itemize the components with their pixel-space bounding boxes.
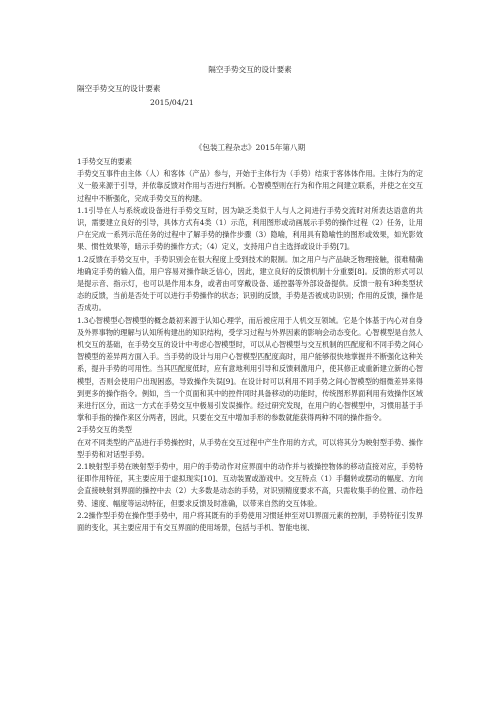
paragraph: 2.2操作型手势在操作型手势中，用户将其既有的手势使用习惯延伸至对UI界面元素的控制，手势特征引发界面的变化，其主要应用于有交互界面的使用场景，包括与手机、智能电视、 [77,510,423,533]
publish-date: 2015/04/21 [150,98,194,107]
section-heading: 2手势交互的类型 [77,425,132,435]
paragraph: 1.1引导在人与系统或设备进行手势交互时，因为缺乏类似于人与人之间进行手势交流时对所表达语意的共识，需要建立良好的引导，具体方式有4类（1）示范，利用图形或动画展示手势的操作过程（2）任务，让用户在完成一系列示范任务的过程中了解手势的操作步骤（3）隐喻，利用具有隐喻性的图形或效果，如光影效果、惯性效果等，暗示手势的操作方式；（4）定义，支持用户自主选择或设计手势[7]。 [77,205,423,252]
section-heading: 1手势交互的要素 [77,157,132,166]
article-title: 隔空手势交互的设计要素 [77,84,161,93]
article-body [77,156,423,534]
paragraph: 2.1映射型手势在映射型手势中，用户的手势动作对应界面中的动作并与被操控物体的移动直接对应，手势特征即作用特征，其主要应用于虚拟现实[10]、互动装置或游戏中。交互特点（1）手翻转或摆动的幅度、方向会直接映射到界面的操控中去（2）大多数是动态的手势，对识别精度要求不高，只需收集手的位置、动作趋势、速度、幅度等运动特征，但要求反馈及时准确，以带来自然的交互体验。 [77,462,423,508]
paragraph: 手势交互事件由主体（人）和客体（产品）参与，开始于主体行为（手势）结束于客体体作用。主体行为的定义一般来源于引导，并依靠反馈对作用与否进行判断。心智模型则在行为和作用之间建立联系，并使之在交互过程中不断强化，完成手势交互的构建。 [77,169,423,203]
document-title: 隔空手势交互的设计要素 [208,65,292,74]
paragraph: 在对不同类型的产品进行手势操控时，从手势在交互过程中产生作用的方式，可以将其分为映射型手势、操作型手势和对话型手势。 [77,437,423,459]
paragraph: 1.3心智模型心智模型的概念最初来源于认知心理学，而后被应用于人机交互领域。它是个体基于内心对自身及外界事物的理解与认知所构建出的知识结构，受学习过程与外界因素的影响会动态变化。心智模型是自然人机交互的基础，在手势交互的设计中考虑心智模型时，可以从心智模型与交互机制的匹配度和不同手势之间心智模型的差异两方面入手。当手势的设计与用户心智模型匹配度高时，用户能够很快地掌握并不断强化这种关系，提升手势的可用性。当其匹配度低时，应有意地利用引导和反馈刺激用户，使其修正或重新建立新的心智模型，否则会使用户出现困惑，导致操作失误[9]。在设计时可以利用不同手势之间心智模型的细微差异来得到更多的操作指令。例如，当一个页面和其中的控件同时具备移动的功能时，传统图形界面利用有效操作区域来进行区分，而这一方式在手势交互中极易引发误操作。经过研究发现，在用户的心智模型中，习惯用基于手掌和手指的操作来区分两者，因此，只要在交互中增加手形的参数就能获得两种不同的操作指令。 [77,315,423,423]
paragraph: 1.2反馈在手势交互中，手势识别会在很大程度上受到技术的限制。加之用户与产品缺乏物理接触，很难精确地确定手势的输入值，用户容易对操作缺乏信心，因此，建立良好的反馈机制十分重要[8]。反馈的形式可以是提示音、指示灯，也可以是作用本身，或者由可穿戴设备、遥控器等外部设备提供。反馈一般有3种类型状态的反馈，当前是否处于可以进行手势操作的状态；识别的反馈，手势是否被成功识别；作用的反馈，操作是否成功。 [77,254,423,313]
journal-source: 《包装工程杂志》2015年第八期 [194,143,306,152]
